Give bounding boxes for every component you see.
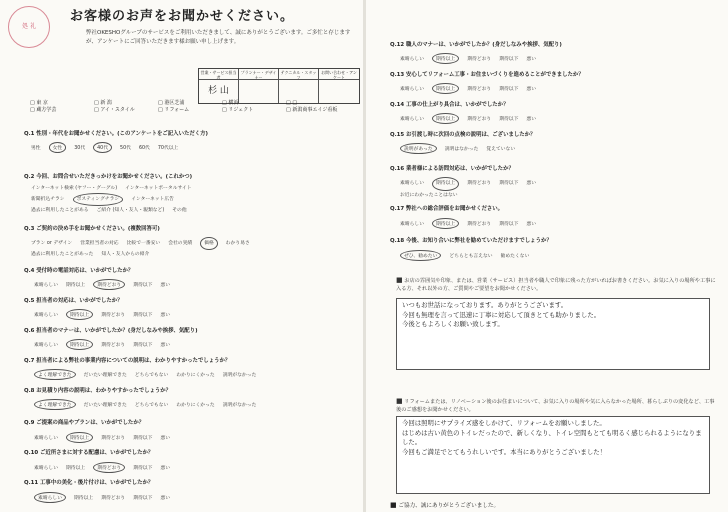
staff-name-box	[198, 68, 360, 104]
received-stamp: 処 礼	[8, 6, 50, 48]
question-11: Q.11 工事中の美化・後片付けは、いかがでしたか？	[24, 480, 154, 486]
question-4: Q.4 受付時の電話対応は、いかがでしたか？	[24, 268, 134, 274]
handwritten-comment-1: いつもお世話になっております。ありがとうございます。 今回も無理を言って迅速に丁寧に対応して頂きとても助かりました。 今後ともよろしくお願い致します。	[402, 301, 601, 328]
question-3-options: プラン or デザイン 営業担当者の対応 比較で一番安い 会社の実績 価格 わかり易さ 過去に利用したことがあった 知人・友人からの紹介	[31, 237, 258, 259]
question-9: Q.9 ご提案の商品やプランは、いかがでしたか？	[24, 420, 145, 426]
branch-checkbox[interactable]: □ リフォーム	[158, 107, 222, 114]
question-14: Q.14 工事の仕上がり具合は、いかがでしたか？	[390, 102, 509, 108]
branch-checkbox[interactable]: □ 新 潟	[94, 100, 158, 107]
branch-checkbox[interactable]: □ 横浜	[222, 100, 286, 107]
planner-column: プランナー・デザイナー	[239, 69, 279, 103]
question-8-options: よく理解できた だいたい理解できた どちらでもない わかりにくかった 説明がなかった	[34, 399, 264, 410]
question-15-options: 説明があった 説明はなかった 覚えていない	[400, 143, 523, 154]
question-5: Q.5 担当者の対応は、いかがでしたか？	[24, 298, 123, 304]
question-1: Q.1 性別・年代をお聞かせください。(このアンケートをご記入いただく方)	[24, 131, 208, 137]
staff-name-column: 営業・サービス担当者 杉 山	[199, 69, 239, 103]
branch-checkbox[interactable]: □ 新潟商事エイジ看板	[286, 107, 350, 114]
question-12: Q.12 職人のマナーは、いかがでしたか？(身だしなみや挨拶、気配り)	[390, 42, 562, 48]
question-4-options: 素晴らしい 期待以上 期待どおり 期待以下 悪い	[34, 279, 178, 290]
question-10-options: 素晴らしい 期待以上 期待どおり 期待以下 悪い	[34, 462, 178, 473]
comment-box-1[interactable]	[396, 298, 710, 370]
handwritten-comment-2: 今回は照明にサプライズ感をしかけて、リフォームをお願いしました。 はじめは古い黄色のトイレだったので、新しくなり、トイレ空間もとても明るく感じられるようになりました。 今回もご満足でとてもうれしいです。本当にありがとうございました！	[402, 419, 702, 456]
question-15: Q.15 お引渡し時に次回の点検の説明は、ございましたか？	[390, 132, 536, 138]
question-7: Q.7 担当者による弊社の事業内容についての説明は、わかりやすかったでしょうか？	[24, 358, 231, 364]
right-page	[366, 0, 728, 512]
question-6: Q.6 担当者のマナーは、いかがでしたか？(身だしなみや挨拶、気配り)	[24, 328, 198, 334]
question-11-options: 素晴らしい 期待以上 期待どおり 期待以下 悪い	[34, 492, 178, 503]
branch-checkboxes	[30, 100, 350, 114]
branch-checkbox[interactable]: □ 港区芝浦	[158, 100, 222, 107]
branch-checkbox[interactable]: □ リジェクト	[222, 107, 286, 114]
document-title: お客様のお声をお聞かせください。	[70, 9, 295, 24]
question-13: Q.13 安心してリフォーム工事・お住まいづくりを進めることができましたか？	[390, 72, 584, 78]
question-3: Q.3 ご契約の決め手をお聞かせください。(複数回答可)	[24, 226, 160, 232]
question-12-options: 素晴らしい 期待以上 期待どおり 期待以下 悪い	[400, 53, 544, 64]
question-16-options: 素晴らしい 期待以上 期待どおり 期待以下 悪い お近にわかったことはない	[400, 177, 544, 201]
branch-checkbox[interactable]: □ 蔵方学芸	[30, 107, 94, 114]
branch-checkbox[interactable]: □ □	[286, 100, 350, 107]
question-6-options: 素晴らしい 期待以上 期待どおり 期待以下 悪い	[34, 339, 178, 350]
thank-you-footer: ■ ご協力、誠にありがとうございました。	[390, 501, 500, 509]
question-14-options: 素晴らしい 期待以上 期待どおり 期待以下 悪い	[400, 113, 544, 124]
question-5-options: 素晴らしい 期待以上 期待どおり 期待以下 悪い	[34, 309, 178, 320]
question-17: Q.17 弊社への総合評価をお聞かせください。	[390, 206, 504, 212]
question-10: Q.10 ご近所さまに対する配慮は、いかがでしたか？	[24, 450, 154, 456]
intro-text: 弊社OKESHOグループのサービスをご利用いただきまして、誠にありがとうございます。ご多忙と存じますが、アンケートにご回答いただきます様お願い申し上げます。	[86, 30, 351, 45]
comment-box-2[interactable]	[396, 416, 710, 494]
question-7-options: よく理解できた だいたい理解できた どちらでもない わかりにくかった 説明がなかった	[34, 369, 264, 380]
branch-checkbox[interactable]: □ 東 京	[30, 100, 94, 107]
question-2-options: インターネット検索 (ヤフー・グーグル) インターネットポータルサイト 新聞折込チラシ ポスティングチラシ インターネット広告 過去に利用したことがある ご紹介 (知人・友人・親類など) その他	[31, 186, 192, 213]
question-18: Q.18 今後、お知り合いに弊社を勧めていただけますでしょうか？	[390, 238, 552, 244]
question-17-options: 素晴らしい 期待以上 期待どおり 期待以下 悪い	[400, 218, 544, 229]
branch-checkbox[interactable]: □ アイ・スタイル	[94, 107, 158, 114]
question-2: Q.2 今回、お問合せいただきっかけをお聞かせください。(これかつ)	[24, 174, 193, 180]
question-16: Q.16 業者様による訪問対応は、いかがでしたか？	[390, 166, 514, 172]
question-8: Q.8 お見積り内容の説明は、わかりやすかったでしょうか？	[24, 388, 172, 394]
technical-column: テクニカル・スタッフ	[279, 69, 319, 103]
inquiry-column: お問い合わせ・アンケート	[319, 69, 359, 103]
question-9-options: 素晴らしい 期待以上 期待どおり 期待以下 悪い	[34, 432, 178, 443]
question-18-options: ぜひ、勧めたい どちらとも言えない 勧めたくない	[400, 250, 537, 261]
question-13-options: 素晴らしい 期待以上 期待どおり 期待以下 悪い	[400, 83, 544, 94]
question-1-options: 男性 女性 30代 40代 50代 60代 70代以上	[31, 142, 186, 153]
comment-prompt-2: ■ リフォームまたは、リノベーション後のお住まいについて、お気に入りの場所や気に入らなかった場所、暮らしぶりの変化など、工事後のご感想をお聞かせください。	[396, 397, 715, 413]
comment-prompt-1: ■ お店の雰囲気や印象、または、営業（サービス）担当者や職人で印象に残った方がいればお書きください。お気に入りの場所や工事に入る方、それ以外の方、ご質問やご要望をお聞かせください。	[396, 276, 716, 292]
